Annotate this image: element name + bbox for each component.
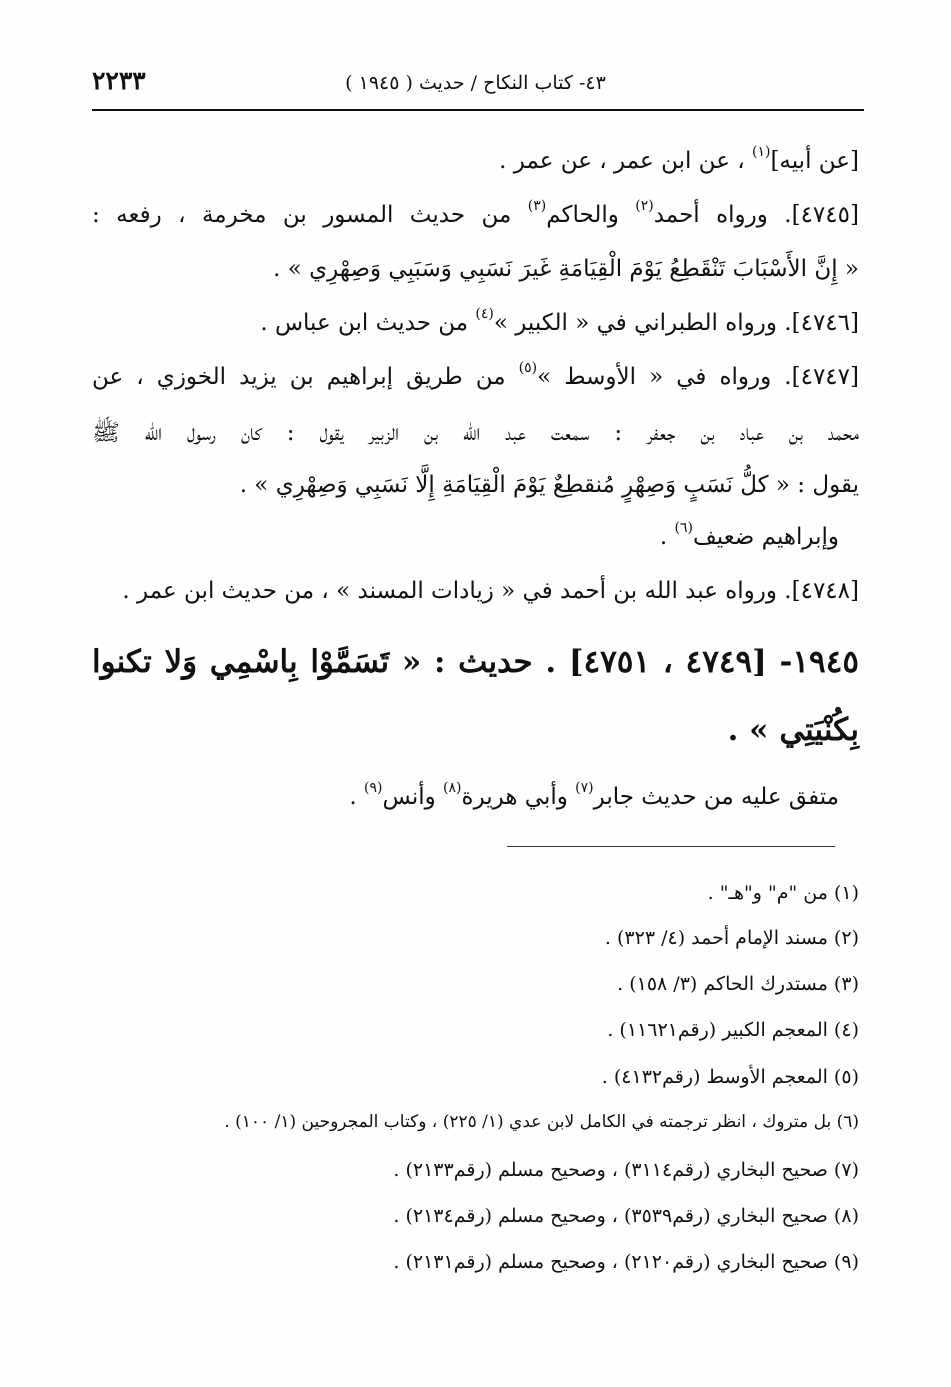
footnote-6: (٦) بل متروك ، انظر ترجمته في الكامل لابن عدي (١/ ٢٢٥) ، وكتاب المجروحين (١/ ١٠٠) . xyxy=(224,1112,859,1132)
body-line-1: [عن أبيه]$^{(١)}$ ، عن ابن عمر ، عن عمر . xyxy=(499,144,859,174)
hadith-heading-line-2: بِكُنْيَتِي » . xyxy=(727,712,859,748)
footnote-9: (٩) صحيح البخاري (رقم٢١٢٠) ، وصحيح مسلم (رقم٢١٣١) . xyxy=(393,1251,859,1273)
footnote-2: (٢) مسند الإمام أحمد (٤/ ٣٢٣) . xyxy=(604,927,859,949)
body-line-3: « إِنَّ الأَسْبَابَ تَنْقَطِعُ يَوْمَ الْقِيَامَةِ غَيرَ نَسَبِي وَسَبَبِي وَصِهْرِي » . xyxy=(273,256,859,282)
agreed-upon-line: متفق عليه من حديث جابر$^{(٧)}$ وأبي هريرة$^{(٨)}$ وأنس$^{(٩)}$ . xyxy=(349,780,839,810)
hadith-heading-line-1: ١٩٤٥- [٤٧٤٩ ، ٤٧٥١] . حديث : « تَسَمَّوْا بِاسْمِي وَلا تكنوا xyxy=(92,644,860,680)
footnote-8: (٨) صحيح البخاري (رقم٣٥٣٩) ، وصحيح مسلم (رقم٢١٣٤) . xyxy=(393,1205,859,1227)
body-line-9: [٤٧٤٨]. ورواه عبد الله بن أحمد في « زيادات المسند » ، من حديث ابن عمر . xyxy=(122,578,859,604)
footnote-ref: (٦) xyxy=(674,520,693,536)
footnote-1: (١) من "م" و"هـ" . xyxy=(707,882,859,904)
footnote-ref: (٥) xyxy=(518,360,538,376)
footnote-5: (٥) المعجم الأوسط (رقم٤١٣٢) . xyxy=(601,1066,859,1088)
footnote-ref: (٨) xyxy=(443,780,462,796)
footnote-ref: (٢) xyxy=(635,198,654,214)
header-rule xyxy=(92,109,864,111)
body-line-8: وإبراهيم ضعيف$^{(٦)}$ . xyxy=(659,520,839,550)
footnote-separator xyxy=(507,846,835,847)
body-line-4: [٤٧٤٦]. ورواه الطبراني في « الكبير »$^{(٤)}$ من حديث ابن عباس . xyxy=(260,306,859,336)
footnote-3: (٣) مستدرك الحاكم (٣/ ١٥٨) . xyxy=(617,973,859,995)
footnote-ref: (٧) xyxy=(575,780,594,796)
body-line-5: [٤٧٤٧]. ورواه في « الأوسط »$^{(٥)}$ من طريق إبراهيم بن يزيد الخوزي ، عن xyxy=(92,360,859,390)
footnote-7: (٧) صحيح البخاري (رقم٣١١٤) ، وصحيح مسلم (رقم٢١٣٣) . xyxy=(393,1159,859,1181)
footnote-ref: (٤) xyxy=(475,306,494,322)
body-line-7: يقول : « كلُّ نَسَبٍ وَصِهْرٍ مُنقطِعٌ يَوْمَ الْقِيَامَةِ إِلَّا نَسَبِي وَصِهْرِي » . xyxy=(239,472,859,498)
footnote-ref: (٣) xyxy=(527,198,547,214)
page-number: ٢٢٣٣ xyxy=(92,66,146,95)
footnote-4: (٤) المعجم الكبير (رقم١١٦٢١) . xyxy=(607,1019,859,1041)
body-line-2: [٤٧٤٥]. ورواه أحمد$^{(٢)}$ والحاكم$^{(٣)}$ من حديث المسور بن مخرمة ، رفعه : xyxy=(92,198,859,228)
running-title: ٤٣- كتاب النكاح / حديث ( ١٩٤٥ ) xyxy=(345,72,606,94)
footnote-ref: (٩) xyxy=(364,780,383,796)
footnote-ref: (١) xyxy=(751,144,771,160)
body-line-6: محمد بن عباد بن جعفر : سمعت عبد الله بن الزبير يقول : كان رسول الله ﷺ xyxy=(92,420,859,446)
